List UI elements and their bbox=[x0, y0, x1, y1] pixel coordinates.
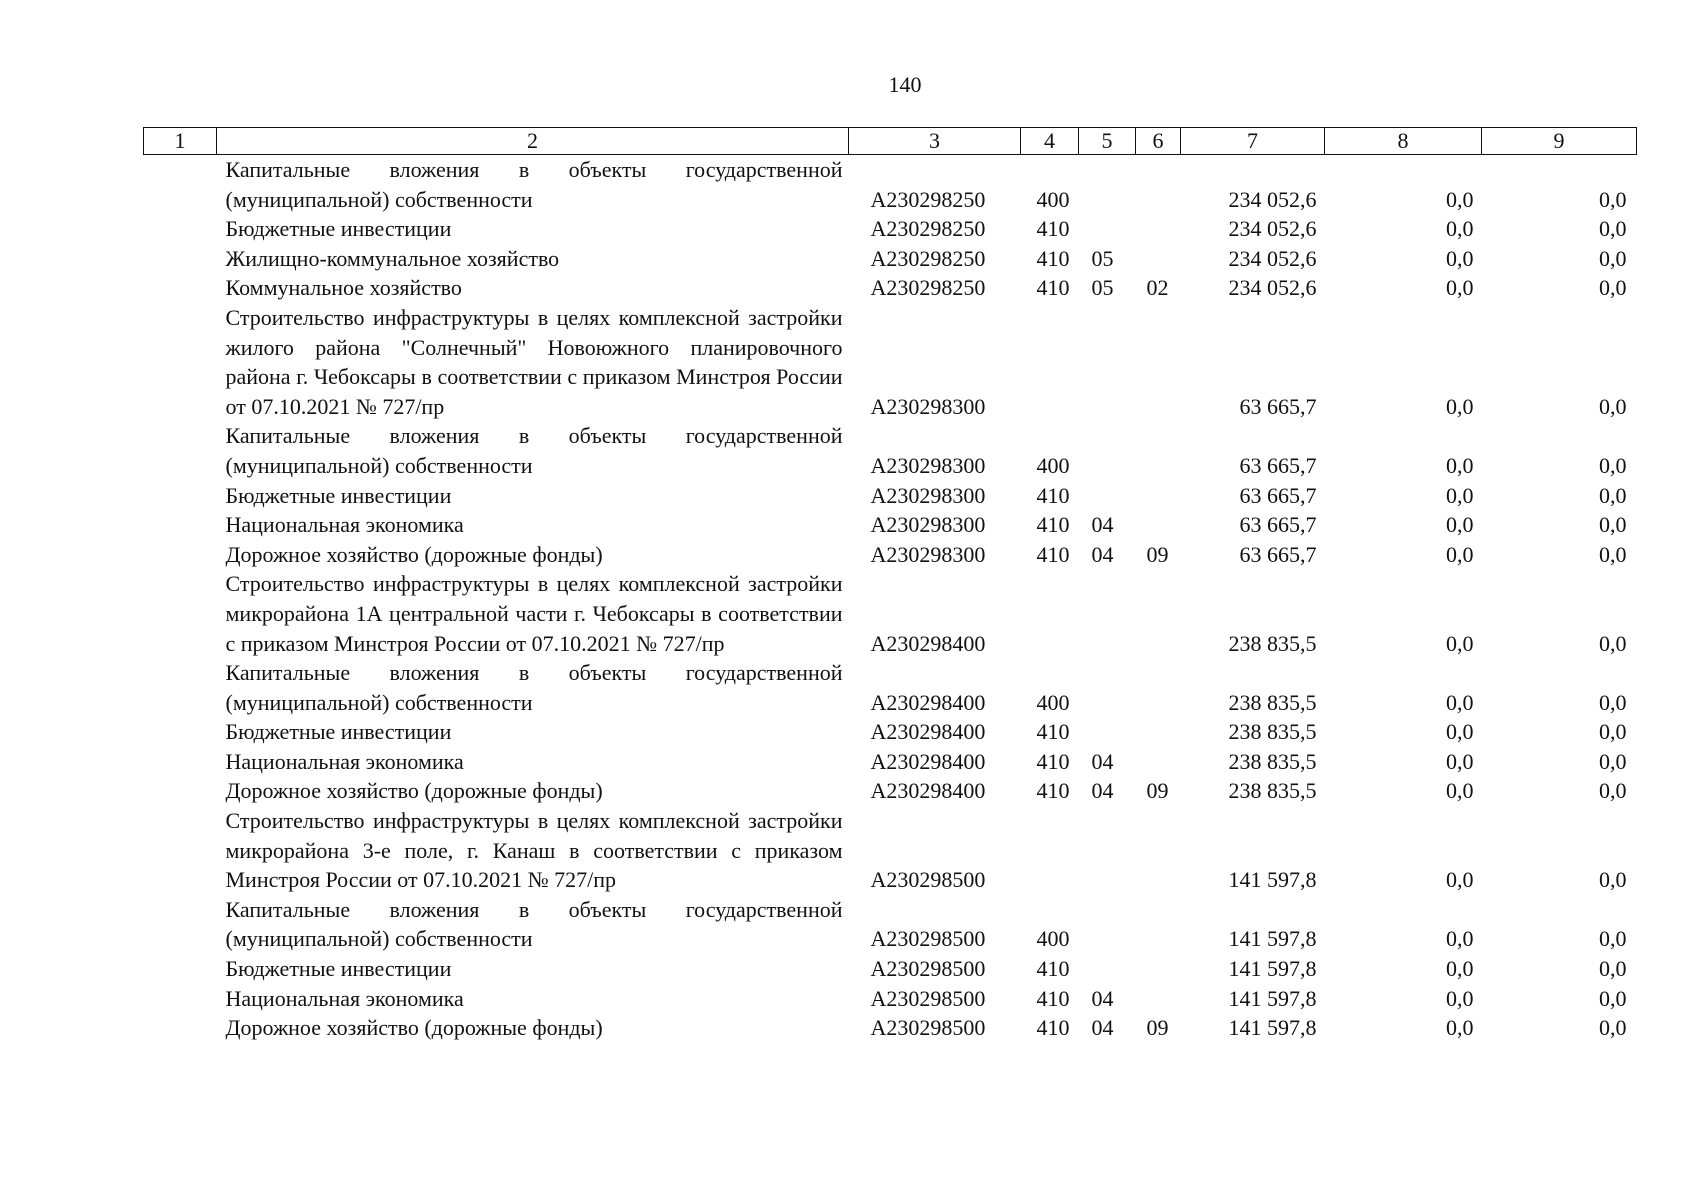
row-target-code: А230298400 bbox=[870, 778, 986, 804]
row-amount-col7: 234 052,6 bbox=[1228, 275, 1317, 301]
column-number-row bbox=[144, 128, 1637, 155]
row-section bbox=[1079, 895, 1136, 954]
row-amount-col8: 0,0 bbox=[1446, 512, 1474, 538]
table-row bbox=[144, 954, 1637, 984]
row-index-cell bbox=[144, 954, 217, 984]
row-section bbox=[1079, 421, 1136, 480]
row-index-cell bbox=[144, 481, 217, 511]
row-amount-col7: 141 597,8 bbox=[1228, 926, 1317, 952]
row-amount-col8: 0,0 bbox=[1446, 275, 1474, 301]
row-name: Строительство инфраструктуры в целях комплексной застройки жилого района "Солнечный" Новоюжного планировочного района г. Чебоксары в соответствии с приказом Минстроя России от 07.10.2021 № 727/пр bbox=[225, 304, 843, 419]
row-name: Капитальные вложения в объекты государственной (муниципальной) собственности bbox=[225, 157, 843, 212]
row-subsection: 09 bbox=[1146, 541, 1169, 567]
row-name: Бюджетные инвестиции bbox=[225, 216, 452, 242]
row-index-cell bbox=[144, 806, 217, 895]
row-subsection bbox=[1136, 481, 1181, 511]
row-index-cell bbox=[144, 658, 217, 717]
row-section: 05 bbox=[1091, 245, 1114, 271]
row-index-cell bbox=[144, 747, 217, 777]
row-target-code: А230298500 bbox=[870, 867, 986, 893]
row-amount-col7: 238 835,5 bbox=[1228, 778, 1317, 804]
row-name: Капитальные вложения в объекты государственной (муниципальной) собственности bbox=[225, 660, 843, 715]
row-amount-col7: 141 597,8 bbox=[1228, 985, 1317, 1011]
row-subsection bbox=[1136, 806, 1181, 895]
row-section bbox=[1079, 155, 1136, 215]
table-row bbox=[144, 569, 1637, 658]
row-name: Строительство инфраструктуры в целях комплексной застройки микрорайона 1А центральной части г. Чебоксары в соответствии с приказом Минстроя России от 07.10.2021 № 727/пр bbox=[225, 571, 843, 656]
row-index-cell bbox=[144, 421, 217, 480]
row-target-code: А230298400 bbox=[870, 689, 986, 715]
row-section bbox=[1079, 954, 1136, 984]
row-amount-col8: 0,0 bbox=[1446, 452, 1474, 478]
column-header-4: 4 bbox=[1021, 128, 1079, 155]
column-header-9: 9 bbox=[1482, 128, 1637, 155]
table-row bbox=[144, 717, 1637, 747]
row-amount-col8: 0,0 bbox=[1446, 630, 1474, 656]
row-target-code: А230298300 bbox=[870, 512, 986, 538]
row-section bbox=[1079, 717, 1136, 747]
row-section bbox=[1079, 658, 1136, 717]
row-target-code: А230298250 bbox=[870, 245, 986, 271]
row-amount-col8: 0,0 bbox=[1446, 689, 1474, 715]
row-amount-col8: 0,0 bbox=[1446, 867, 1474, 893]
row-amount-col9: 0,0 bbox=[1599, 778, 1627, 804]
row-amount-col9: 0,0 bbox=[1599, 393, 1627, 419]
row-subsection bbox=[1136, 717, 1181, 747]
row-expense-type: 410 bbox=[1036, 778, 1070, 804]
row-subsection bbox=[1136, 510, 1181, 540]
row-index-cell bbox=[144, 717, 217, 747]
row-amount-col9: 0,0 bbox=[1599, 689, 1627, 715]
column-header-5: 5 bbox=[1079, 128, 1136, 155]
row-target-code: А230298300 bbox=[870, 541, 986, 567]
row-amount-col9: 0,0 bbox=[1599, 956, 1627, 982]
row-index-cell bbox=[144, 776, 217, 806]
table-row bbox=[144, 421, 1637, 480]
row-subsection: 09 bbox=[1146, 778, 1169, 804]
row-amount-col7: 238 835,5 bbox=[1228, 748, 1317, 774]
row-section: 04 bbox=[1091, 778, 1114, 804]
row-amount-col8: 0,0 bbox=[1446, 186, 1474, 212]
row-amount-col7: 63 665,7 bbox=[1239, 541, 1317, 567]
row-amount-col9: 0,0 bbox=[1599, 186, 1627, 212]
row-expense-type: 400 bbox=[1036, 689, 1070, 715]
row-target-code: А230298400 bbox=[870, 748, 986, 774]
page-number: 140 bbox=[888, 72, 922, 97]
row-expense-type: 400 bbox=[1036, 926, 1070, 952]
row-amount-col7: 234 052,6 bbox=[1228, 186, 1317, 212]
row-subsection bbox=[1136, 569, 1181, 658]
row-subsection: 02 bbox=[1146, 275, 1169, 301]
row-section: 05 bbox=[1091, 275, 1114, 301]
row-amount-col7: 63 665,7 bbox=[1239, 452, 1317, 478]
row-expense-type: 410 bbox=[1036, 748, 1070, 774]
row-section: 04 bbox=[1091, 985, 1114, 1011]
row-expense-type: 410 bbox=[1036, 985, 1070, 1011]
row-target-code: А230298300 bbox=[870, 482, 986, 508]
row-subsection bbox=[1136, 421, 1181, 480]
row-amount-col8: 0,0 bbox=[1446, 393, 1474, 419]
row-amount-col8: 0,0 bbox=[1446, 482, 1474, 508]
row-target-code: А230298250 bbox=[870, 216, 986, 242]
table-row bbox=[144, 510, 1637, 540]
table-row bbox=[144, 214, 1637, 244]
row-subsection bbox=[1136, 984, 1181, 1014]
row-amount-col8: 0,0 bbox=[1446, 719, 1474, 745]
row-index-cell bbox=[144, 303, 217, 421]
row-index-cell bbox=[144, 155, 217, 215]
row-subsection bbox=[1136, 895, 1181, 954]
row-amount-col8: 0,0 bbox=[1446, 541, 1474, 567]
row-amount-col7: 63 665,7 bbox=[1239, 482, 1317, 508]
row-subsection bbox=[1136, 155, 1181, 215]
row-name: Бюджетные инвестиции bbox=[225, 719, 452, 745]
row-target-code: А230298500 bbox=[870, 985, 986, 1011]
table-row bbox=[144, 984, 1637, 1014]
row-name: Национальная экономика bbox=[225, 748, 464, 774]
table-row bbox=[144, 747, 1637, 777]
row-section bbox=[1079, 303, 1136, 421]
row-target-code: А230298300 bbox=[870, 393, 986, 419]
column-header-2: 2 bbox=[217, 128, 849, 155]
row-amount-col9: 0,0 bbox=[1599, 719, 1627, 745]
row-amount-col8: 0,0 bbox=[1446, 956, 1474, 982]
row-expense-type bbox=[1021, 569, 1079, 658]
column-header-7: 7 bbox=[1181, 128, 1325, 155]
row-expense-type: 410 bbox=[1036, 512, 1070, 538]
row-name: Национальная экономика bbox=[225, 985, 464, 1011]
row-amount-col7: 238 835,5 bbox=[1228, 630, 1317, 656]
column-header-8: 8 bbox=[1325, 128, 1482, 155]
row-amount-col9: 0,0 bbox=[1599, 482, 1627, 508]
table-row bbox=[144, 806, 1637, 895]
row-amount-col9: 0,0 bbox=[1599, 541, 1627, 567]
row-amount-col8: 0,0 bbox=[1446, 1015, 1474, 1041]
row-expense-type: 410 bbox=[1036, 719, 1070, 745]
row-subsection bbox=[1136, 747, 1181, 777]
row-amount-col7: 141 597,8 bbox=[1228, 867, 1317, 893]
row-index-cell bbox=[144, 540, 217, 570]
row-name: Капитальные вложения в объекты государственной (муниципальной) собственности bbox=[225, 423, 843, 478]
row-index-cell bbox=[144, 984, 217, 1014]
row-expense-type: 410 bbox=[1036, 245, 1070, 271]
row-amount-col7: 63 665,7 bbox=[1239, 393, 1317, 419]
row-name: Национальная экономика bbox=[225, 512, 464, 538]
row-amount-col8: 0,0 bbox=[1446, 926, 1474, 952]
row-target-code: А230298250 bbox=[870, 275, 986, 301]
row-section: 04 bbox=[1091, 748, 1114, 774]
table-row bbox=[144, 540, 1637, 570]
row-subsection bbox=[1136, 303, 1181, 421]
row-subsection bbox=[1136, 954, 1181, 984]
row-name: Дорожное хозяйство (дорожные фонды) bbox=[225, 541, 603, 567]
column-header-6: 6 bbox=[1136, 128, 1181, 155]
row-target-code: А230298300 bbox=[870, 452, 986, 478]
table-header bbox=[144, 128, 1637, 155]
row-index-cell bbox=[144, 214, 217, 244]
row-subsection bbox=[1136, 214, 1181, 244]
row-index-cell bbox=[144, 1013, 217, 1043]
row-expense-type: 410 bbox=[1036, 541, 1070, 567]
row-subsection bbox=[1136, 244, 1181, 274]
row-amount-col9: 0,0 bbox=[1599, 867, 1627, 893]
row-amount-col9: 0,0 bbox=[1599, 452, 1627, 478]
row-amount-col9: 0,0 bbox=[1599, 630, 1627, 656]
column-header-1: 1 bbox=[144, 128, 217, 155]
row-amount-col9: 0,0 bbox=[1599, 245, 1627, 271]
row-amount-col8: 0,0 bbox=[1446, 748, 1474, 774]
row-amount-col7: 238 835,5 bbox=[1228, 719, 1317, 745]
row-amount-col9: 0,0 bbox=[1599, 1015, 1627, 1041]
row-name: Дорожное хозяйство (дорожные фонды) bbox=[225, 1015, 603, 1041]
row-target-code: А230298500 bbox=[870, 1015, 986, 1041]
row-amount-col9: 0,0 bbox=[1599, 512, 1627, 538]
table-row bbox=[144, 658, 1637, 717]
row-name: Дорожное хозяйство (дорожные фонды) bbox=[225, 778, 603, 804]
row-amount-col7: 234 052,6 bbox=[1228, 216, 1317, 242]
row-subsection: 09 bbox=[1146, 1015, 1169, 1041]
row-section bbox=[1079, 481, 1136, 511]
row-index-cell bbox=[144, 569, 217, 658]
row-expense-type: 400 bbox=[1036, 452, 1070, 478]
row-index-cell bbox=[144, 510, 217, 540]
table-row bbox=[144, 273, 1637, 303]
table-row bbox=[144, 1013, 1637, 1043]
table-row bbox=[144, 481, 1637, 511]
row-index-cell bbox=[144, 244, 217, 274]
row-amount-col7: 141 597,8 bbox=[1228, 956, 1317, 982]
table-row bbox=[144, 155, 1637, 215]
row-name: Бюджетные инвестиции bbox=[225, 956, 452, 982]
row-amount-col9: 0,0 bbox=[1599, 216, 1627, 242]
row-name: Бюджетные инвестиции bbox=[225, 482, 452, 508]
table-row bbox=[144, 776, 1637, 806]
row-target-code: А230298250 bbox=[870, 186, 986, 212]
row-amount-col9: 0,0 bbox=[1599, 985, 1627, 1011]
row-target-code: А230298500 bbox=[870, 956, 986, 982]
row-section: 04 bbox=[1091, 512, 1114, 538]
column-header-3: 3 bbox=[849, 128, 1021, 155]
budget-table bbox=[143, 127, 1637, 1043]
row-section bbox=[1079, 214, 1136, 244]
row-amount-col8: 0,0 bbox=[1446, 985, 1474, 1011]
table-row bbox=[144, 895, 1637, 954]
row-name: Строительство инфраструктуры в целях комплексной застройки микрорайона 3-е поле, г. Канаш в соответствии с приказом Минстроя России от 07.10.2021 № 727/пр bbox=[225, 808, 843, 893]
row-amount-col7: 141 597,8 bbox=[1228, 1015, 1317, 1041]
row-index-cell bbox=[144, 273, 217, 303]
row-amount-col8: 0,0 bbox=[1446, 778, 1474, 804]
row-expense-type bbox=[1021, 303, 1079, 421]
row-target-code: А230298400 bbox=[870, 719, 986, 745]
row-amount-col9: 0,0 bbox=[1599, 926, 1627, 952]
row-section: 04 bbox=[1091, 1015, 1114, 1041]
row-name: Жилищно-коммунальное хозяйство bbox=[225, 245, 560, 271]
row-expense-type: 410 bbox=[1036, 275, 1070, 301]
row-amount-col8: 0,0 bbox=[1446, 216, 1474, 242]
row-index-cell bbox=[144, 895, 217, 954]
row-expense-type: 410 bbox=[1036, 1015, 1070, 1041]
row-amount-col9: 0,0 bbox=[1599, 275, 1627, 301]
row-name: Капитальные вложения в объекты государственной (муниципальной) собственности bbox=[225, 896, 843, 952]
row-section bbox=[1079, 569, 1136, 658]
table-row bbox=[144, 303, 1637, 421]
row-target-code: А230298400 bbox=[870, 630, 986, 656]
table-body bbox=[144, 155, 1637, 1043]
row-name: Коммунальное хозяйство bbox=[225, 275, 462, 301]
row-amount-col7: 63 665,7 bbox=[1239, 512, 1317, 538]
row-target-code: А230298500 bbox=[870, 926, 986, 952]
row-amount-col7: 238 835,5 bbox=[1228, 689, 1317, 715]
row-section bbox=[1079, 806, 1136, 895]
row-expense-type: 410 bbox=[1036, 482, 1070, 508]
row-section: 04 bbox=[1091, 541, 1114, 567]
row-expense-type: 400 bbox=[1036, 186, 1070, 212]
row-amount-col8: 0,0 bbox=[1446, 245, 1474, 271]
row-amount-col9: 0,0 bbox=[1599, 748, 1627, 774]
row-amount-col7: 234 052,6 bbox=[1228, 245, 1317, 271]
row-expense-type: 410 bbox=[1036, 216, 1070, 242]
row-expense-type bbox=[1021, 806, 1079, 895]
row-expense-type: 410 bbox=[1036, 956, 1070, 982]
table-row bbox=[144, 244, 1637, 274]
row-subsection bbox=[1136, 658, 1181, 717]
